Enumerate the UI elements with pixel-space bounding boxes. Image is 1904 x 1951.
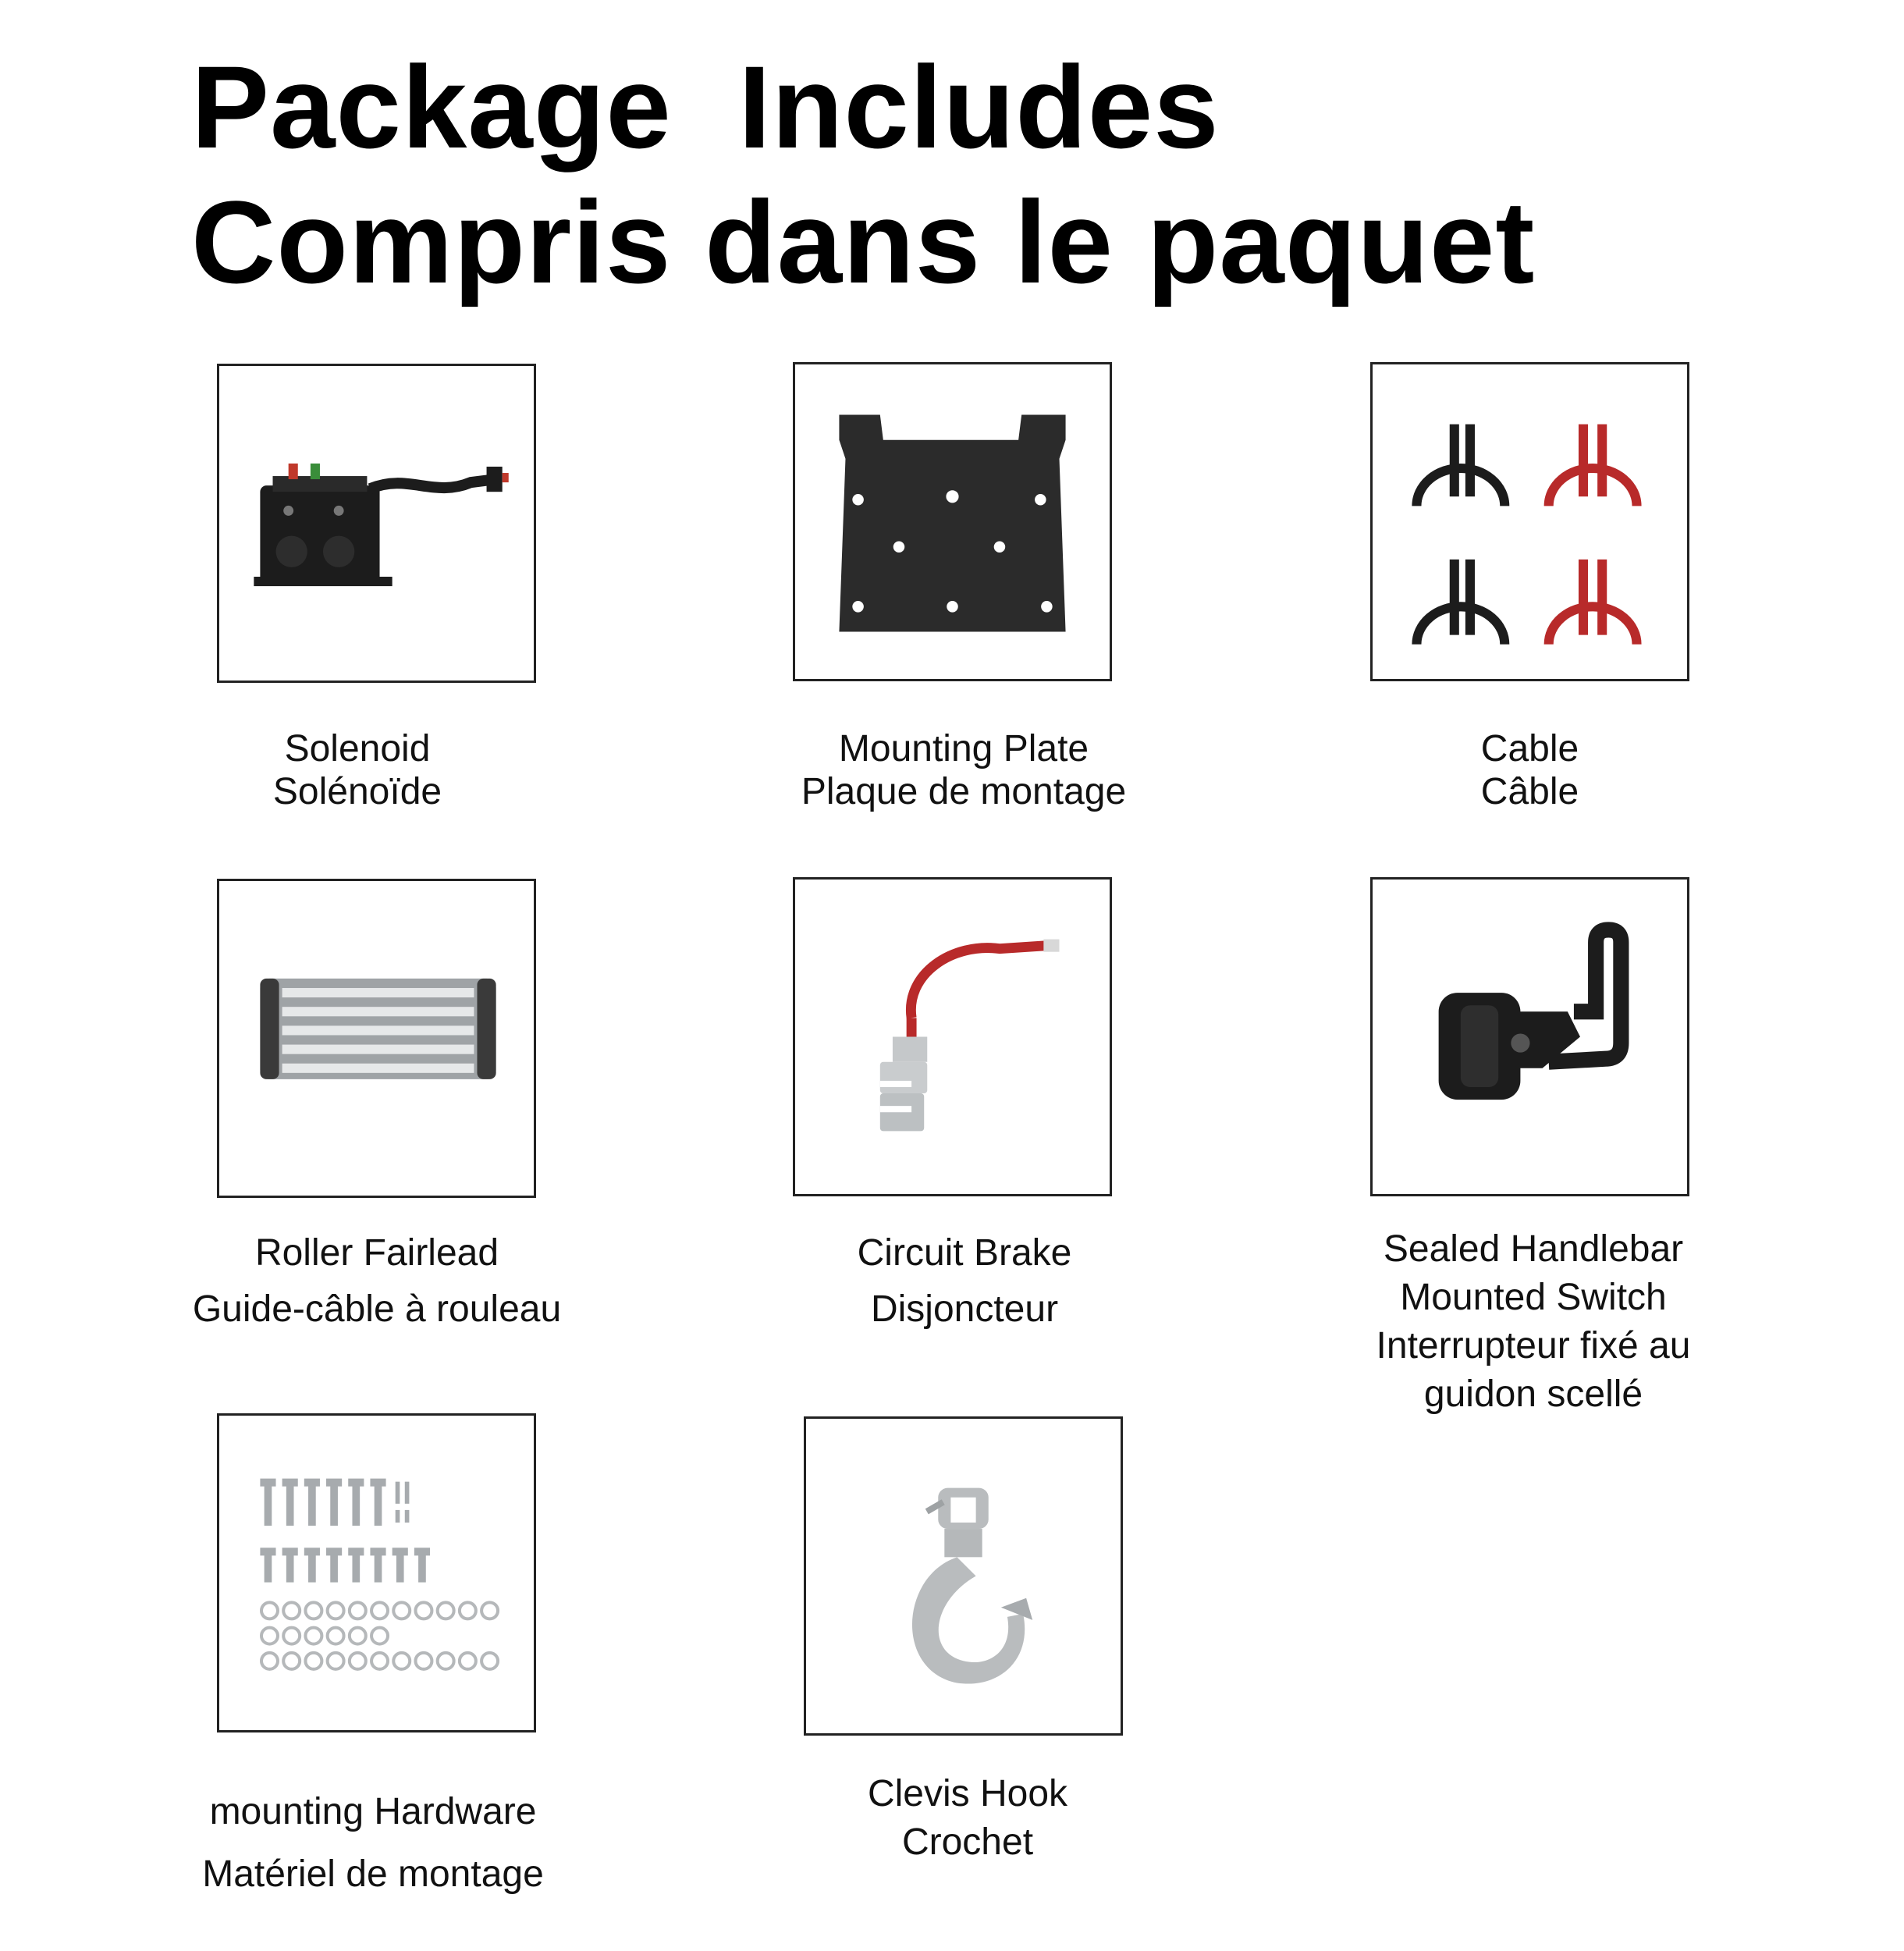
handlebar-switch-image [1370,877,1689,1196]
caption-clevis-hook [804,1770,1131,1867]
caption-line: Câble [1480,771,1579,812]
caption-line: guidon scellé [1423,1374,1643,1415]
title-french: Compris dans le paquet [191,176,1536,307]
mounting-plate-icon [795,364,1110,679]
clevis-hook-image [804,1416,1123,1736]
caption-line: Solenoid [284,728,431,769]
caption-circuit-brake [793,1225,1136,1338]
caption-handlebar-switch [1346,1225,1721,1419]
caption-line: Circuit Brake [857,1232,1072,1274]
caption-line: Mounting Plate [838,728,1089,769]
bolts-washers-icon [219,1416,534,1730]
caption-mounting-hardware [170,1781,576,1906]
caption-solenoid [217,727,498,813]
roller-fairlead-image [217,879,536,1198]
caption-line: Clevis Hook [867,1773,1068,1814]
mounting-plate-image [793,362,1112,681]
title-english: Package Includes [191,41,1220,172]
caption-line: mounting Hardware [209,1791,537,1832]
caption-line: Cable [1480,728,1579,769]
cable-image [1370,362,1689,681]
caption-line: Interrupteur fixé au [1376,1325,1691,1366]
caption-mounting-plate [769,727,1159,813]
mounting-hardware-image [217,1413,536,1732]
clevis-hook-icon [806,1419,1121,1733]
caption-line: Sealed Handlebar [1383,1228,1684,1270]
caption-line: Roller Fairlead [254,1232,499,1274]
circuit-breaker-icon [795,880,1110,1194]
caption-line: Plaque de montage [801,771,1127,812]
roller-fairlead-icon [219,881,534,1196]
handlebar-switch-icon [1373,880,1687,1194]
caption-line: Mounted Switch [1400,1277,1667,1318]
caption-line: Matériel de montage [202,1853,544,1895]
caption-line: Solénoïde [272,771,442,812]
caption-line: Crochet [901,1821,1034,1863]
caption-cable [1370,727,1689,813]
solenoid-image [217,364,536,683]
solenoid-icon [219,366,534,681]
caption-line: Disjoncteur [870,1288,1059,1330]
circuit-breaker-image [793,877,1112,1196]
cable-icon [1373,364,1687,679]
caption-roller-fairlead [170,1225,584,1338]
caption-line: Guide-câble à rouleau [192,1288,562,1330]
